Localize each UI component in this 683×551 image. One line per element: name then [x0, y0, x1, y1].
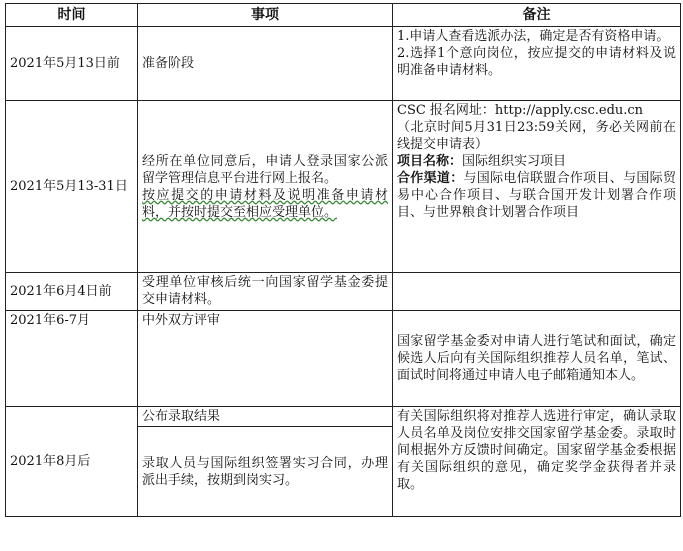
- row1-note-2: 2.选择1个意向岗位，按应提交的申请材料及说明准备申请材料。: [397, 46, 676, 78]
- row4-item-cell: [138, 311, 393, 407]
- row2-project-label: 项目名称：: [397, 154, 463, 169]
- row1-time-cell: [6, 27, 138, 101]
- row3-item: 受理单位审核后统一向国家留学基金委提交申请材料。: [142, 275, 388, 307]
- row5-item1-cell: [138, 407, 393, 427]
- row4-time: 2021年6-7月: [10, 313, 91, 328]
- header-item: 事项: [138, 4, 393, 27]
- table-row: [6, 273, 681, 311]
- schedule-table: [5, 3, 681, 517]
- row1-item-cell: [138, 27, 393, 101]
- row5-time: 2021年8月后: [10, 454, 91, 469]
- row2-note-site: CSC 报名网址：http://apply.csc.edu.cn: [397, 103, 644, 118]
- row1-note-1: 1.申请人查看选派办法，确定是否有资格申请。: [397, 29, 670, 44]
- table-row: [6, 27, 681, 101]
- row5-note-cell: [393, 407, 681, 517]
- row3-time: 2021年6月4日前: [10, 284, 112, 299]
- row5-item2-cell: [138, 427, 393, 517]
- header-time: 时间: [6, 4, 138, 27]
- row4-note-cell: [393, 311, 681, 407]
- row3-time-cell: [6, 273, 138, 311]
- row2-channel-value: 与国际电信联盟合作项目、与国际贸易中心合作项目、与联合国开发计划署合作项目、与世界粮食计划署合作项目: [397, 171, 676, 220]
- row4-time-cell: [6, 311, 138, 407]
- row1-time: 2021年5月13日前: [10, 56, 120, 71]
- table-row: [6, 101, 681, 273]
- row2-note-cell: [393, 101, 681, 273]
- table-row: [6, 407, 681, 427]
- row2-project-value: 国际组织实习项目: [462, 154, 567, 169]
- row5-time-cell: [6, 407, 138, 517]
- row2-item-2: 按应提交的申请材料及说明准备申请材料，并按时提交至相应受理单位。: [142, 187, 388, 220]
- row3-item-cell: [138, 273, 393, 311]
- row2-time: 2021年5月13-31日: [10, 179, 128, 194]
- row2-channel: [397, 170, 676, 221]
- row4-item: 中外双方评审: [142, 313, 221, 328]
- row5-item-1: 公布录取结果: [142, 409, 221, 424]
- row3-note-cell: [393, 273, 681, 311]
- row2-note-deadline: （北京时间5月31日23:59关网，务必关网前在线提交申请表）: [397, 120, 676, 152]
- row5-item-2: 录取人员与国际组织签署实习合同，办理派出手续，按期到岗实习。: [142, 455, 388, 488]
- header-note: 备注: [393, 4, 681, 27]
- row2-item-cell: [138, 101, 393, 273]
- row2-project: [397, 153, 676, 170]
- row2-time-cell: [6, 101, 138, 273]
- header-row: [6, 4, 681, 27]
- row4-note: 国家留学基金委对申请人进行笔试和面试，确定候选人后向有关国际组织推荐人员名单，笔试、面试时间将通过申请人电子邮箱通知本人。: [397, 334, 676, 383]
- row2-item-1: 经所在单位同意后，申请人登录国家公派留学管理信息平台进行网上报名。: [142, 153, 388, 186]
- row1-item: 准备阶段: [142, 56, 195, 71]
- row5-note: 有关国际组织将对推荐人选进行审定，确认录取人员名单及岗位安排交国家留学基金委。录取时间根据外方反馈时间确定。国家留学基金委根据有关国际组织的意见，确定奖学金获得者并录取。: [397, 409, 676, 492]
- row1-note-cell: [393, 27, 681, 101]
- table-row: [6, 311, 681, 407]
- row2-channel-label: 合作渠道：: [397, 171, 464, 186]
